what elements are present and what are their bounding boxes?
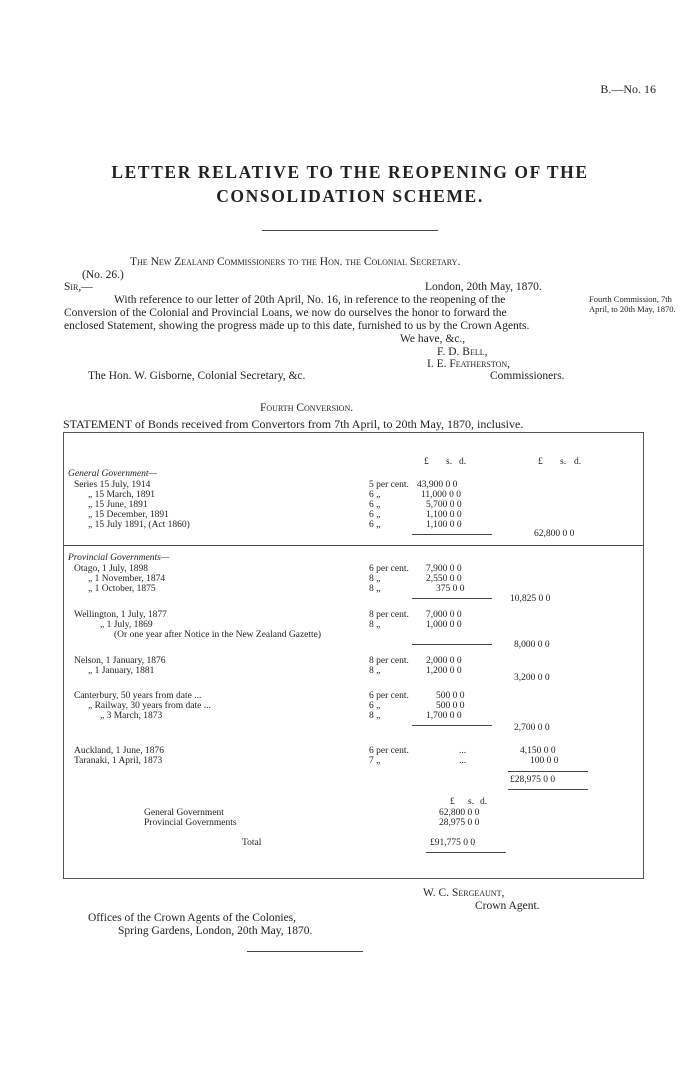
col-header-pence: d. <box>459 457 467 467</box>
nelson-total: 3,200 0 0 <box>514 673 550 683</box>
provincial-row-rate: 8 per cent. <box>369 610 409 620</box>
grand-total-rule <box>508 789 588 790</box>
signatory-role: Commissioners. <box>490 370 565 382</box>
provincial-row-amount: ... <box>459 756 467 766</box>
summary-row-label: Provincial Governments <box>144 818 237 828</box>
provincial-row-label: Otago, 1 July, 1898 <box>74 564 149 574</box>
page-title-line-2: CONSOLIDATION SCHEME. <box>216 186 484 206</box>
taranaki-total: 100 0 0 <box>530 756 559 766</box>
letter-number: (No. 26.) <box>82 269 124 281</box>
office-line-1: Offices of the Crown Agents of the Colonies, <box>88 912 297 924</box>
signatory-featherston: I. E. Featherston, <box>427 358 511 370</box>
general-total: 62,800 0 0 <box>534 529 575 539</box>
summary-total-rule <box>426 852 506 853</box>
provincial-row-rate: 8 „ <box>369 666 381 676</box>
subtotal-rule <box>412 598 492 599</box>
footer-divider <box>247 951 363 952</box>
provincial-row-amount: 7,000 0 0 <box>426 610 462 620</box>
general-row-rate: 5 per cent. <box>369 480 409 490</box>
wellington-total: 8,000 0 0 <box>514 640 550 650</box>
general-row-rate: 6 „ <box>369 500 381 510</box>
provincial-row-amount: 2,550 0 0 <box>426 574 462 584</box>
office-line-2: Spring Gardens, London, 20th May, 1870. <box>118 925 313 937</box>
provincial-row-rate: 8 „ <box>369 584 381 594</box>
summary-total: £91,775 0 0 <box>430 838 476 848</box>
letter-body-line-3: enclosed Statement, showing the progress made up to this date, furnished to us by the Crown Agents. <box>64 320 530 332</box>
statement-subtitle: Fourth Conversion. <box>260 402 354 414</box>
provincial-heading: Provincial Governments— <box>68 553 170 563</box>
summary-row-amount: 28,975 0 0 <box>439 818 480 828</box>
provincial-row-amount: 2,000 0 0 <box>426 656 462 666</box>
auckland-total: 4,150 0 0 <box>520 746 556 756</box>
summary-row-amount: 62,800 0 0 <box>439 808 480 818</box>
provincial-row-amount: 500 0 0 <box>436 701 465 711</box>
otago-total: 10,825 0 0 <box>510 594 551 604</box>
provincial-row-label: „ Railway, 30 years from date ... <box>88 701 211 711</box>
provincial-row-label: Taranaki, 1 April, 1873 <box>74 756 163 766</box>
provincial-row-rate: 8 „ <box>369 620 381 630</box>
general-row-label: „ 15 July 1891, (Act 1860) <box>88 520 190 530</box>
provincial-grand-total: £28,975 0 0 <box>510 775 556 785</box>
summary-row-label: General Government <box>144 808 224 818</box>
provincial-row-amount: 375 0 0 <box>436 584 465 594</box>
provincial-row-label: „ 1 July, 1869 <box>100 620 153 630</box>
summary-header-shillings: s. <box>468 797 475 807</box>
provincial-row-label: „ 1 January, 1881 <box>88 666 155 676</box>
general-row-amount: 5,700 0 0 <box>426 500 462 510</box>
page-title-line-1: LETTER RELATIVE TO THE REOPENING OF THE <box>111 162 589 182</box>
provincial-row-amount: 7,900 0 0 <box>426 564 462 574</box>
provincial-row-label: Canterbury, 50 years from date ... <box>74 691 202 701</box>
general-row-rate: 6 „ <box>369 490 381 500</box>
provincial-row-label: Wellington, 1 July, 1877 <box>74 610 167 620</box>
col-header-pence-total: d. <box>574 457 582 467</box>
provincial-row-label: „ 3 March, 1873 <box>100 711 163 721</box>
col-header-shillings: s. <box>446 457 453 467</box>
section-divider <box>64 545 643 546</box>
general-row-rate: 6 „ <box>369 520 381 530</box>
subtotal-rule <box>412 725 492 726</box>
letter-body-line-2: Conversion of the Colonial and Provincial Loans, we now do ourselves the honor to forward the <box>64 307 507 319</box>
crown-agent-role: Crown Agent. <box>475 900 540 912</box>
statement-table <box>63 432 644 879</box>
general-row-amount: 1,100 0 0 <box>426 510 462 520</box>
general-row-label: „ 15 December, 1891 <box>88 510 169 520</box>
subtotal-rule <box>412 644 492 645</box>
provincial-row-rate: 8 per cent. <box>369 656 409 666</box>
general-heading: General Government— <box>68 469 157 479</box>
provincial-row-label: „ 1 October, 1875 <box>88 584 156 594</box>
provincial-row-rate: 6 per cent. <box>369 564 409 574</box>
summary-header-pence: d. <box>480 797 488 807</box>
col-header-shillings-total: s. <box>560 457 567 467</box>
provincial-row-rate: 6 „ <box>369 701 381 711</box>
grand-total-rule <box>508 771 588 772</box>
crown-agent-name: W. C. Sergeaunt, <box>423 887 505 899</box>
provincial-row-label: Nelson, 1 January, 1876 <box>74 656 166 666</box>
general-row-amount: 1,100 0 0 <box>426 520 462 530</box>
general-row-rate: 6 „ <box>369 510 381 520</box>
letter-body-line-1: With reference to our letter of 20th April, No. 16, in reference to the reopening of the <box>114 294 506 306</box>
subtotal-rule <box>412 534 492 535</box>
provincial-row-label: „ 1 November, 1874 <box>88 574 166 584</box>
col-header-pounds-total: £ <box>538 457 543 467</box>
letter-place-date: London, 20th May, 1870. <box>425 281 542 293</box>
signatory-bell: F. D. Bell, <box>437 346 488 358</box>
letter-heading: The New Zealand Commissioners to the Hon. the Colonial Secretary. <box>130 256 461 268</box>
provincial-row-amount: 1,200 0 0 <box>426 666 462 676</box>
provincial-row-amount: 1,000 0 0 <box>426 620 462 630</box>
general-row-label: „ 15 June, 1891 <box>88 500 148 510</box>
canterbury-total: 2,700 0 0 <box>514 723 550 733</box>
provincial-row-rate: 7 „ <box>369 756 381 766</box>
letter-closing: We have, &c., <box>400 333 466 345</box>
provincial-row-amount: 1,700 0 0 <box>426 711 462 721</box>
wellington-note: (Or one year after Notice in the New Zealand Gazette) <box>114 630 322 640</box>
summary-header-pounds: £ <box>450 797 455 807</box>
provincial-row-rate: 8 „ <box>369 574 381 584</box>
general-row-label: „ 15 March, 1891 <box>88 490 156 500</box>
provincial-row-rate: 6 per cent. <box>369 746 409 756</box>
col-header-pounds: £ <box>424 457 429 467</box>
provincial-row-amount: ... <box>459 746 467 756</box>
summary-total-label: Total <box>242 838 262 848</box>
page-reference: B.—No. 16 <box>600 82 656 96</box>
provincial-row-amount: 500 0 0 <box>436 691 465 701</box>
statement-title: STATEMENT of Bonds received from Convertors from 7th April, to 20th May, 1870, inclusive. <box>63 417 524 431</box>
provincial-row-rate: 6 per cent. <box>369 691 409 701</box>
letter-salutation: Sir,— <box>64 281 93 293</box>
provincial-row-rate: 8 „ <box>369 711 381 721</box>
general-row-amount: 43,900 0 0 <box>417 480 458 490</box>
letter-addressee: The Hon. W. Gisborne, Colonial Secretary, &c. <box>88 370 306 382</box>
provincial-row-label: Auckland, 1 June, 1876 <box>74 746 164 756</box>
general-row-label: Series 15 July, 1914 <box>74 480 151 490</box>
title-divider <box>262 230 438 231</box>
margin-note: Fourth Commission, 7th April, to 20th May, 1870. <box>589 294 676 314</box>
general-row-amount: 11,000 0 0 <box>421 490 462 500</box>
